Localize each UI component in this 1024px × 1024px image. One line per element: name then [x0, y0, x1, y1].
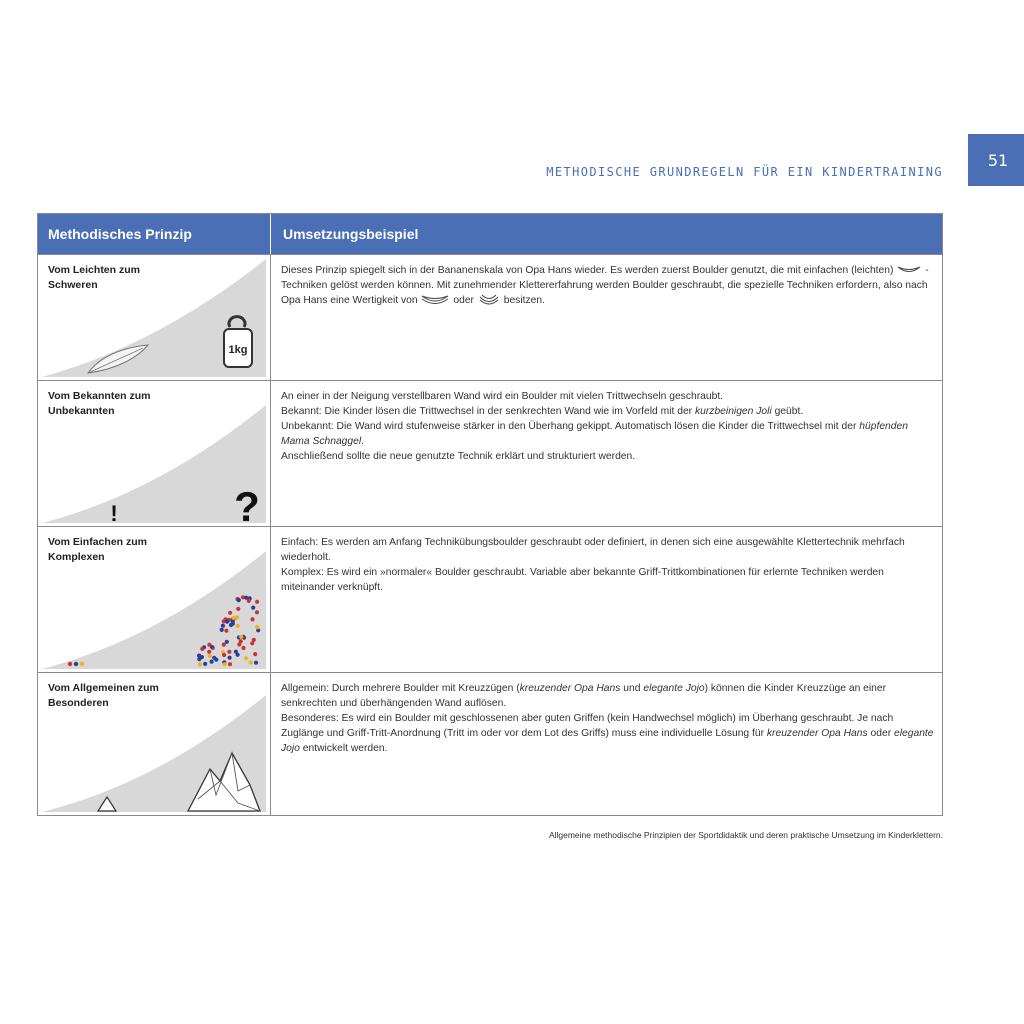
dot [244, 656, 248, 660]
example-line: Besonderes: Es wird ein Boulder mit geschlossenen aber guten Griffen (kein Handwechsel möglich) im Überhang geschraubt. Je nach Zuglänge und Griff-Tritt-Anordnung (Tritt im oder vor dem Lot des Griffs) muss eine individuelle Lösung für kreuzender Opa Hans oder elegante Jojo entwickelt werden. [281, 713, 934, 754]
dot [228, 656, 232, 660]
dot [236, 607, 240, 611]
example-line: Unbekannt: Die Wand wird stufenweise stärker in den Überhang gekippt. Automatisch lösen die Kinder die Trittwechsel mit der hüpfenden Mama Schnaggel. [281, 421, 908, 447]
dot [207, 650, 211, 654]
dot [223, 662, 227, 666]
example-text: Dieses Prinzip spiegelt sich in der Bananenskala von Opa Hans wieder. Es werden zuerst Boulder genutzt, die mit einfachen (leichten) -Techniken gelöst werden können. Mit zunehmender Klettererfahrung werden Boulder geschraubt, die spezielle Techniken erfordern, also nach Opa Hans eine Wertigkeit von oder besitzen. [281, 265, 929, 306]
dot [237, 598, 241, 602]
dot [239, 635, 243, 639]
principle-cell [38, 255, 271, 380]
example-line: An einer in der Neigung verstellbaren Wand wird ein Boulder mit vielen Trittwechseln geschraubt. [281, 391, 724, 402]
principles-table [37, 213, 943, 816]
dot [207, 643, 211, 647]
principle-cell [38, 527, 271, 672]
table-row [38, 672, 942, 815]
example-line: Bekannt: Die Kinder lösen die Trittwechsel in der senkrechten Wand wie im Vorfeld mit der kurzbeinigen Joli geübt. [281, 406, 804, 417]
dot [253, 652, 257, 656]
table-caption: Allgemeine methodische Prinzipien der Sportdidaktik und deren praktische Umsetzung im Kinderklettern. [548, 830, 943, 840]
header-principle: Methodisches Prinzip [38, 214, 271, 254]
banana-icon [896, 264, 922, 276]
double-banana-icon [420, 294, 450, 306]
example-line: Komplex: Es wird ein »normaler« Boulder geschraubt. Variable aber bekannte Griff-Trittkombinationen für erlernte Techniken werden miteinander verknüpft. [281, 567, 884, 593]
page-number: 51 [987, 150, 1009, 170]
dot [200, 655, 204, 659]
weight-label: 1kg [228, 344, 248, 356]
dot [198, 662, 202, 666]
principle-label: Vom Allgemeinen zum Besonderen [48, 682, 159, 709]
table-row [38, 254, 942, 380]
dot [234, 650, 238, 654]
dot [203, 662, 207, 666]
table-row [38, 526, 942, 672]
dot [225, 640, 229, 644]
exclamation-icon: ! [110, 501, 118, 526]
running-head: METHODISCHE GRUNDREGELN FÜR EIN KINDERTRAINING [546, 165, 943, 179]
dot [231, 616, 235, 620]
dot [225, 620, 229, 624]
dot [239, 639, 243, 643]
example-cell [271, 673, 942, 815]
header-example: Umsetzungsbeispiel [283, 226, 419, 242]
dot [254, 661, 258, 665]
dot [255, 610, 259, 614]
dot [208, 654, 212, 658]
dot [251, 606, 255, 610]
example-cell [271, 255, 942, 380]
dot [250, 641, 254, 645]
dot [249, 660, 253, 664]
dot [200, 647, 204, 651]
dot [220, 628, 224, 632]
principle-label: Vom Bekannten zum Unbekannten [48, 390, 151, 417]
dot [228, 611, 232, 615]
table-row [38, 380, 942, 526]
dot [255, 625, 259, 629]
example-cell [271, 527, 942, 672]
example-cell [271, 381, 942, 526]
dot [228, 662, 232, 666]
dot [255, 600, 259, 604]
table-header [38, 214, 942, 254]
question-icon: ? [234, 483, 260, 527]
dot [231, 622, 235, 626]
dot [235, 615, 239, 619]
dot [250, 617, 254, 621]
principle-label: Vom Leichten zum Schweren [48, 264, 140, 291]
page-number-tab [968, 134, 1024, 186]
banana-bunch-icon [477, 293, 501, 307]
example-line: Allgemein: Durch mehrere Boulder mit Kreuzzügen (kreuzender Opa Hans und elegante Jojo) können die Kinder Kreuzzüge an einer senkrechten und überhängenden Wand auflösen. [281, 683, 887, 709]
dot [236, 624, 240, 628]
dot [241, 646, 245, 650]
dot [212, 656, 216, 660]
dot [224, 629, 228, 633]
principle-cell [38, 673, 271, 815]
dot [210, 660, 214, 664]
dot [227, 650, 231, 654]
example-line: Anschließend sollte die neue genutzte Technik erklärt und strukturiert werden. [281, 451, 636, 462]
few-dots-icon [68, 662, 84, 666]
dot [247, 599, 251, 603]
dot [221, 624, 225, 628]
example-line: Einfach: Es werden am Anfang Technikübungsboulder geschraubt oder definiert, in denen sich eine ausgewählte Klettertechnik mehrfach wiederholt. [281, 537, 905, 563]
principle-cell [38, 381, 271, 526]
dot [222, 653, 226, 657]
principle-label: Vom Einfachen zum Komplexen [48, 536, 147, 563]
